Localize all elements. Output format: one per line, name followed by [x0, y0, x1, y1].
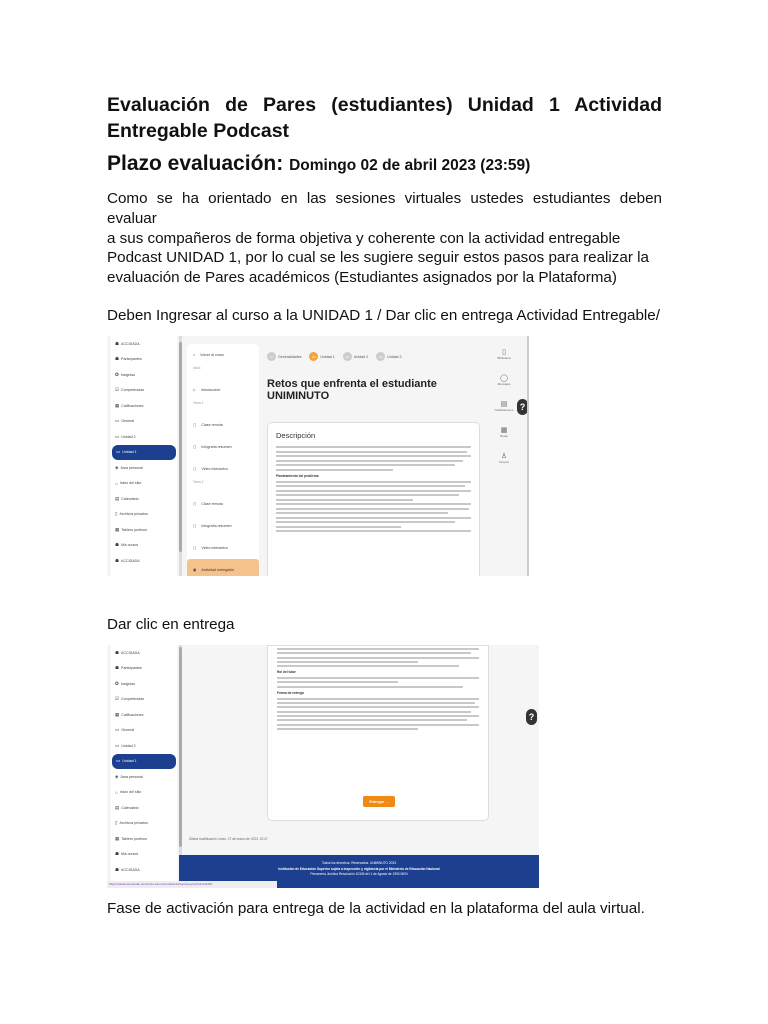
left-menu-item[interactable]: [111, 769, 177, 785]
left-menu-item[interactable]: [112, 754, 176, 770]
left-menu-item[interactable]: [111, 414, 177, 430]
left-menu-item[interactable]: [111, 429, 177, 445]
graduation-icon: ☗: [115, 866, 120, 872]
text-line: [277, 728, 418, 730]
left-menu-label: Unidad 2: [121, 743, 136, 748]
text-line: [277, 702, 475, 704]
left-menu-label: Competencias: [121, 388, 145, 393]
right-tool-label: Notificaciones: [494, 408, 514, 412]
left-menu-item[interactable]: [111, 491, 177, 507]
right-tool-label: Notas: [500, 434, 508, 438]
text-line: [276, 485, 465, 487]
grid-icon: ▦: [115, 835, 120, 841]
badge-icon: ✪: [115, 371, 119, 377]
text-line: [276, 530, 471, 532]
folder-icon: ▭: [116, 449, 121, 455]
left-menu-label: Inicio del sitio: [119, 481, 142, 486]
unit-tab-number: U3: [376, 352, 385, 361]
left-menu-item[interactable]: [111, 816, 177, 832]
intro-paragraph: [107, 189, 662, 288]
file-icon: ▯: [115, 511, 118, 517]
forma-heading: Forma de entrega: [277, 690, 304, 695]
unit-content: [267, 336, 487, 576]
last-modified: Última modificación: lunes, 27 de marzo de 2023, 22:47: [189, 837, 268, 841]
grid-icon: ▦: [115, 711, 120, 717]
chat-icon: ▢: [193, 502, 197, 506]
left-menu-item[interactable]: [111, 738, 177, 754]
text-line: [276, 469, 393, 471]
description-card: [267, 422, 480, 576]
text-line: [276, 494, 459, 496]
text-line: [276, 446, 471, 448]
left-menu-label: Insignias: [120, 681, 135, 686]
footer-line: Todos los derechos. Reservados. UNIMINUTO 2023: [322, 861, 396, 865]
left-menu-label: Mis cursos: [121, 543, 139, 548]
text-line: [276, 503, 471, 505]
left-menu-label: Insignias: [120, 372, 135, 377]
graduation-icon: ☗: [115, 665, 120, 671]
left-menu-item[interactable]: [111, 398, 177, 414]
text-line: [276, 451, 467, 453]
intro-line: a sus compañeros de forma objetiva y coherente con la actividad entregable: [107, 229, 621, 247]
right-tool-label: Mensajes: [497, 382, 511, 386]
screenshot-entrega: [107, 645, 539, 888]
deadline: [107, 152, 530, 176]
graduation-icon: ☗: [115, 851, 120, 857]
left-menu-label: Competencias: [121, 697, 145, 702]
check-icon: ☑: [115, 387, 120, 393]
grid-icon: ▦: [115, 526, 120, 532]
graduation-icon: ☗: [115, 340, 120, 346]
step-3-text: Fase de activación para entrega de la actividad en la plataforma del aula virtual.: [107, 900, 645, 917]
chat-icon: ▢: [193, 546, 197, 550]
rol-heading: Rol del tutor: [277, 670, 296, 675]
left-menu-item[interactable]: [111, 538, 177, 554]
tree-section: Inicio: [193, 366, 201, 370]
left-menu-label: Archivos privados: [119, 512, 148, 517]
submission-card: [267, 645, 489, 821]
step-2-text: Dar clic en entrega: [107, 616, 235, 633]
tool-icon: ♙: [500, 453, 508, 460]
right-tool[interactable]: [491, 374, 517, 400]
text-line: [276, 464, 455, 466]
text-line: [276, 512, 448, 514]
left-menu-item[interactable]: [111, 707, 177, 723]
folder-icon: ▭: [115, 727, 120, 733]
description-subheading: Planteamiento del problema: [276, 473, 319, 478]
unit-tab-label: Unidad 3: [387, 354, 402, 359]
unit-tab-label: Unidad 1: [320, 354, 335, 359]
status-url: https://cadomsemoodle.uniminuto.edu.co/mod/workshop/view.php?id=242397: [107, 881, 277, 888]
text-line: [277, 657, 479, 659]
left-menu-label: Unidad 1: [122, 450, 137, 455]
help-icon[interactable]: ?: [517, 399, 528, 415]
text-line: [276, 499, 413, 501]
course-tree: [187, 344, 259, 576]
chat-icon: ▢: [193, 445, 197, 449]
left-menu-item[interactable]: [111, 785, 177, 801]
unit-tab-label: Unidad 2: [353, 354, 369, 359]
unit-tab-label: Generalidades: [278, 354, 302, 359]
left-menu-item[interactable]: [111, 383, 177, 399]
footer-line: Personería Jurídica Resolución 10345 del 1 de Agosto de 1990 MEN: [310, 872, 408, 876]
tree-item[interactable]: ▢ Clase remota: [193, 502, 223, 506]
right-tool-label: Grupos: [499, 460, 509, 464]
unit-tab[interactable]: [343, 352, 368, 361]
unit-tabs: [267, 352, 402, 361]
unit-tab[interactable]: [267, 352, 301, 361]
left-menu-label: Archivos privados: [119, 821, 148, 826]
left-menu-item[interactable]: [111, 460, 177, 476]
text-line: [277, 652, 471, 654]
left-menu-item[interactable]: [112, 445, 176, 461]
left-menu-item[interactable]: [111, 661, 177, 677]
left-menu-item[interactable]: [111, 476, 177, 492]
left-menu-item[interactable]: [111, 676, 177, 692]
text-line: [277, 648, 479, 650]
left-menu-item[interactable]: [111, 522, 177, 538]
text-line: [277, 724, 479, 726]
graduation-icon: ☗: [115, 557, 120, 563]
tree-section: Tema 2: [193, 480, 204, 484]
left-menu-item[interactable]: [111, 553, 177, 569]
left-menu-item[interactable]: [111, 862, 177, 878]
tool-icon: ▦: [500, 427, 508, 434]
file-icon: ▯: [115, 820, 118, 826]
calendar-icon: ▤: [115, 804, 120, 810]
right-tool[interactable]: [491, 426, 517, 452]
left-menu: [111, 645, 177, 888]
left-menu-label: Participantes: [121, 357, 142, 362]
left-menu-label: ACCIDADA: [121, 341, 140, 346]
text-line: [277, 715, 479, 717]
tool-icon: ◯: [500, 375, 508, 382]
unit-tab[interactable]: [376, 352, 401, 361]
text-line: [277, 681, 398, 683]
step-1-text: Deben Ingresar al curso a la UNIDAD 1 / Dar clic en entrega Actividad Entregable/: [107, 307, 660, 324]
left-menu-label: Unidad 2: [121, 434, 136, 439]
scrollbar: [179, 336, 182, 576]
box-icon: ◈: [115, 464, 119, 470]
left-menu-label: ACCIDADA: [121, 867, 140, 872]
text-line: [277, 698, 479, 700]
folder-icon: ▭: [115, 742, 120, 748]
tool-icon: ▤: [500, 401, 508, 408]
grid-icon: ▦: [115, 402, 120, 408]
tree-item[interactable]: ▢ Infografía resumen: [193, 524, 232, 528]
text-line: [277, 706, 479, 708]
unit-tab-number: U1: [309, 352, 318, 361]
text-line: [277, 719, 467, 721]
right-tool[interactable]: [491, 348, 517, 374]
text-line: [277, 665, 459, 667]
left-menu-label: Calificaciones: [121, 403, 144, 408]
text-line: [276, 455, 471, 457]
screenshot-course-unit: [107, 336, 529, 576]
help-icon[interactable]: ?: [526, 709, 537, 725]
chat-icon: ▢: [193, 467, 197, 471]
tree-item-home[interactable]: ⌂ Volver al curso: [193, 353, 224, 357]
left-menu-label: Inicio del sitio: [119, 790, 142, 795]
graduation-icon: ☗: [115, 356, 120, 362]
text-line: [277, 661, 418, 663]
badge-icon: ✪: [115, 680, 119, 686]
left-menu-label: ACCIDADA: [121, 650, 140, 655]
left-menu-item[interactable]: [111, 507, 177, 523]
intro-line: evaluación de Pares académicos (Estudiantes asignados por la Plataforma): [107, 269, 617, 287]
left-menu: [111, 336, 177, 576]
left-menu-item[interactable]: [111, 847, 177, 863]
home-icon: ⌂: [193, 353, 196, 357]
tree-section: Tema 1: [193, 401, 204, 405]
folder-icon: ▭: [115, 433, 120, 439]
left-menu-label: Área personal: [120, 774, 143, 779]
unit-tab-number: G: [267, 352, 276, 361]
left-menu-label: Mis cursos: [121, 852, 139, 857]
tool-icon: ▯: [502, 349, 506, 356]
text-line: [276, 508, 469, 510]
tree-item[interactable]: ▢ Video interactivo: [193, 467, 228, 471]
folder-icon: ▭: [115, 418, 120, 424]
unit-tab[interactable]: [309, 352, 334, 361]
left-menu-item[interactable]: [111, 352, 177, 368]
text-line: [277, 711, 471, 713]
graduation-icon: ☗: [115, 542, 120, 548]
text-line: [276, 517, 471, 519]
right-tool[interactable]: [491, 400, 517, 426]
left-menu-item[interactable]: [111, 367, 177, 383]
content-title: Retos que enfrenta el estudiante UNIMINUTO: [267, 378, 437, 402]
deadline-date: Domingo 02 de abril 2023 (23:59): [289, 157, 531, 174]
left-menu-item[interactable]: [111, 800, 177, 816]
left-menu-item[interactable]: [111, 692, 177, 708]
play-icon: ▷: [193, 388, 196, 392]
left-menu-label: Tablero profesor: [121, 836, 148, 841]
left-menu-label: Área personal: [120, 465, 143, 470]
page-title: Evaluación de Pares (estudiantes) Unidad 1 Actividad Entregable Podcast: [107, 94, 662, 142]
text-line: [276, 490, 471, 492]
left-menu-label: ACCIDADA: [121, 558, 140, 563]
intro-line: Podcast UNIDAD 1, por lo cual se les sugiere seguir estos pasos para realizar la: [107, 249, 649, 267]
intro-line: Como se ha orientado en las sesiones virtuales ustedes estudiantes deben evaluar: [107, 190, 662, 227]
graduation-icon: ☗: [115, 649, 120, 655]
folder-icon: ▭: [116, 758, 121, 764]
left-menu-label: Calendario: [121, 805, 139, 810]
text-line: [277, 677, 479, 679]
left-menu-label: Unidad 1: [122, 759, 137, 764]
tree-item[interactable]: ▢ Clase remota: [193, 423, 223, 427]
doc-icon: ▣: [193, 568, 197, 572]
left-menu-item[interactable]: [111, 645, 177, 661]
left-menu-item[interactable]: [111, 723, 177, 739]
tree-item[interactable]: ▢ Video interactivo: [193, 546, 228, 550]
right-tool-label: Biblioteca: [497, 356, 511, 360]
home-icon: ⌂: [115, 789, 118, 795]
left-menu-label: General: [121, 728, 135, 733]
unit-tab-number: U2: [343, 352, 352, 361]
footer-line: Institución de Educación Superior sujeta a inspección y vigilancia por el Ministerio de Educación Nacional: [278, 866, 440, 871]
tree-item[interactable]: ▷ Introducción: [193, 388, 221, 392]
text-line: [276, 481, 471, 483]
left-menu-label: Calendario: [121, 496, 139, 501]
entregar-button[interactable]: Entregar →: [363, 796, 395, 807]
tree-item-actividad-entregable[interactable]: ▣ Actividad entregable: [187, 559, 259, 576]
left-menu-item[interactable]: [111, 831, 177, 847]
check-icon: ☑: [115, 696, 120, 702]
scrollbar: [179, 645, 182, 888]
text-line: [276, 521, 455, 523]
box-icon: ◈: [115, 773, 119, 779]
tree-item[interactable]: ▢ Infografía resumen: [193, 445, 232, 449]
description-heading: Descripción: [276, 431, 316, 440]
left-menu-label: Calificaciones: [121, 712, 144, 717]
text-line: [277, 686, 463, 688]
left-menu-label: Tablero profesor: [121, 527, 148, 532]
text-line: [276, 460, 463, 462]
chat-icon: ▢: [193, 524, 197, 528]
right-tools: [491, 348, 517, 478]
deadline-label: Plazo evaluación:: [107, 152, 284, 175]
left-menu-item[interactable]: [111, 336, 177, 352]
calendar-icon: ▤: [115, 495, 120, 501]
left-menu-label: Participantes: [121, 666, 142, 671]
right-tool[interactable]: [491, 452, 517, 478]
left-menu-label: General: [121, 419, 135, 424]
chat-icon: ▢: [193, 423, 197, 427]
text-line: [276, 526, 401, 528]
home-icon: ⌂: [115, 480, 118, 486]
